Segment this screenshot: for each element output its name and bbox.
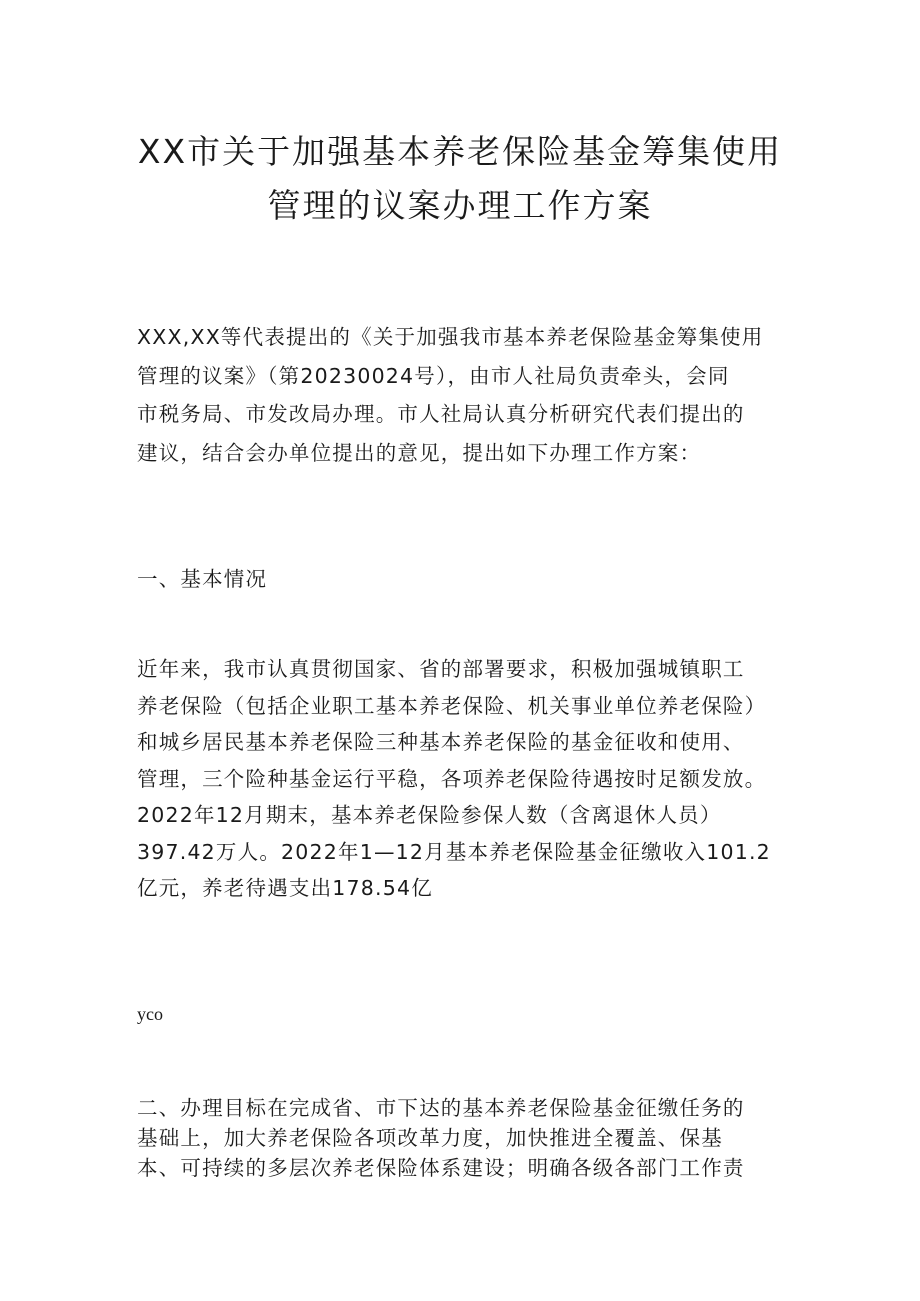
paragraph-line: 养老保险（包括企业职工基本养老保险、机关事业单位养老保险）	[137, 693, 767, 718]
document-title-line-1: XX市关于加强基本养老保险基金筹集使用	[137, 132, 783, 171]
paragraph-line: 近年来，我市认真贯彻国家、省的部署要求，积极加强城镇职工	[137, 657, 745, 681]
paragraph-line: 市税务局、市发改局办理。市人社局认真分析研究代表们提出的	[137, 402, 745, 426]
section-1-paragraph	[137, 651, 797, 907]
paragraph-line: 管理，三个险种基金运行平稳，各项养老保险待遇按时足额发放。	[137, 766, 767, 791]
paragraph-line: 管理的议案》（第20230024号），由市人社局负责牵头，会同	[137, 363, 730, 388]
section-2-paragraph	[137, 1093, 797, 1183]
paragraph-line: 本、可持续的多层次养老保险体系建设；明确各级各部门工作责	[137, 1156, 745, 1180]
paragraph-line: XXX,XX等代表提出的《关于加强我市基本养老保险基金筹集使用	[137, 325, 764, 349]
intro-paragraph	[137, 318, 797, 472]
paragraph-line: 亿元，养老待遇支出178.54亿	[137, 876, 433, 900]
paragraph-line: 建议，结合会办单位提出的意见，提出如下办理工作方案：	[137, 440, 702, 465]
paragraph-line: 2022年12月期末，基本养老保险参保人数（含离退休人员）	[137, 803, 722, 827]
document-title-line-2: 管理的议案办理工作方案	[267, 186, 653, 225]
paragraph-line: 二、办理目标在完成省、市下达的基本养老保险基金征缴任务的	[137, 1096, 745, 1120]
section-1-heading	[137, 560, 797, 598]
paragraph-line: 和城乡居民基本养老保险三种基本养老保险的基金征收和使用、	[137, 730, 745, 754]
paragraph-line: 397.42万人。2022年1—12月基本养老保险基金征缴收入101.2	[137, 839, 771, 864]
section-heading-text: 一、基本情况	[137, 567, 268, 591]
paragraph-line: 基础上，加大养老保险各项改革力度，加快推进全覆盖、保基	[137, 1126, 723, 1150]
stray-text: yco	[137, 1004, 163, 1024]
